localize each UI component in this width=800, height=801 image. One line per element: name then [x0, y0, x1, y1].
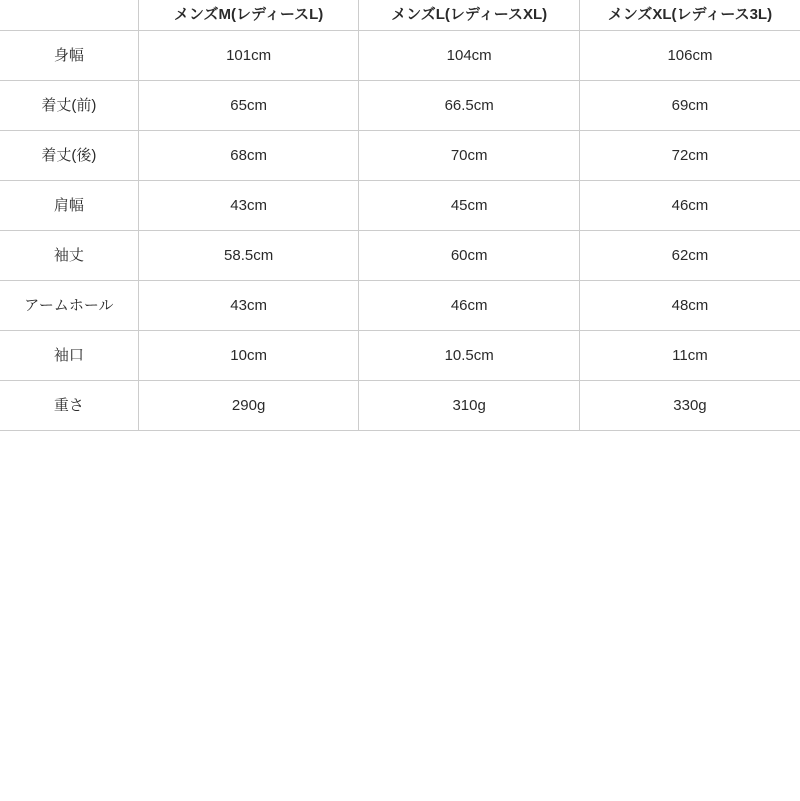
cell-length-front-xl: 69cm [579, 81, 800, 131]
cell-sleeve-length-m: 58.5cm [138, 231, 359, 281]
cell-armhole-m: 43cm [138, 281, 359, 331]
row-label-shoulder-width: 肩幅 [0, 181, 138, 231]
row-label-cuff: 袖口 [0, 331, 138, 381]
row-label-armhole: アームホール [0, 281, 138, 331]
row-label-sleeve-length: 袖丈 [0, 231, 138, 281]
table-row [0, 231, 800, 281]
empty-space [0, 431, 800, 801]
cell-length-back-l: 70cm [359, 131, 580, 181]
table-row [0, 131, 800, 181]
cell-length-back-m: 68cm [138, 131, 359, 181]
table-row [0, 31, 800, 81]
table-row [0, 181, 800, 231]
column-header-mens-l: メンズL(レディースXL) [359, 0, 580, 31]
cell-body-width-m: 101cm [138, 31, 359, 81]
cell-armhole-xl: 48cm [579, 281, 800, 331]
cell-sleeve-length-l: 60cm [359, 231, 580, 281]
cell-cuff-l: 10.5cm [359, 331, 580, 381]
cell-length-front-m: 65cm [138, 81, 359, 131]
table-body [0, 31, 800, 431]
cell-armhole-l: 46cm [359, 281, 580, 331]
table-header-row [0, 0, 800, 31]
cell-length-back-xl: 72cm [579, 131, 800, 181]
cell-shoulder-width-l: 45cm [359, 181, 580, 231]
row-label-body-width: 身幅 [0, 31, 138, 81]
table-row [0, 331, 800, 381]
table-row [0, 81, 800, 131]
cell-body-width-l: 104cm [359, 31, 580, 81]
cell-weight-xl: 330g [579, 381, 800, 431]
column-header-mens-xl: メンズXL(レディース3L) [579, 0, 800, 31]
cell-weight-m: 290g [138, 381, 359, 431]
table-row [0, 281, 800, 331]
table-header [0, 0, 800, 31]
cell-shoulder-width-m: 43cm [138, 181, 359, 231]
cell-cuff-xl: 11cm [579, 331, 800, 381]
cell-weight-l: 310g [359, 381, 580, 431]
row-label-length-front: 着丈(前) [0, 81, 138, 131]
table-row [0, 381, 800, 431]
column-header-mens-m: メンズM(レディースL) [138, 0, 359, 31]
cell-body-width-xl: 106cm [579, 31, 800, 81]
row-label-length-back: 着丈(後) [0, 131, 138, 181]
cell-length-front-l: 66.5cm [359, 81, 580, 131]
cell-cuff-m: 10cm [138, 331, 359, 381]
cell-shoulder-width-xl: 46cm [579, 181, 800, 231]
row-label-weight: 重さ [0, 381, 138, 431]
table-corner-cell [0, 0, 138, 31]
cell-sleeve-length-xl: 62cm [579, 231, 800, 281]
